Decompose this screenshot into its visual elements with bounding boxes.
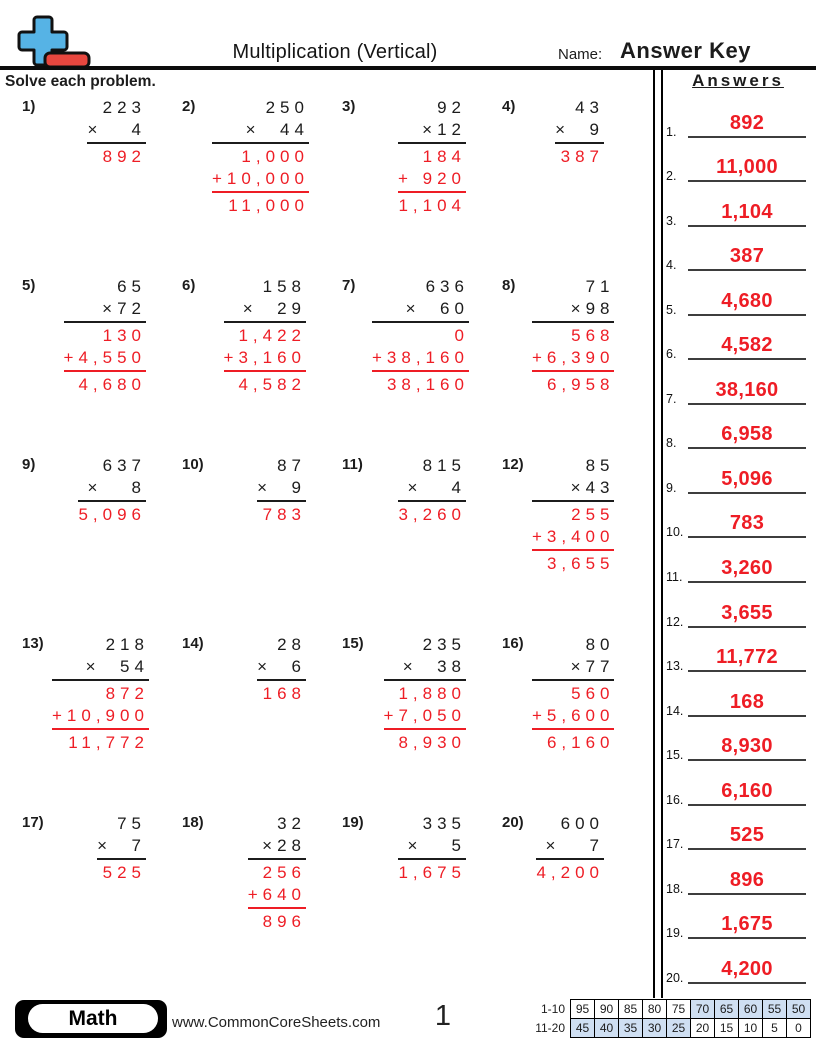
- work-rule: [532, 679, 614, 681]
- score-cell: 85: [619, 1000, 643, 1019]
- answer-item-5: [664, 275, 812, 320]
- work-rule: [78, 500, 146, 502]
- work-rule: [212, 142, 309, 144]
- work-line-answer: +3,160: [223, 348, 306, 367]
- score-cell: 15: [715, 1019, 739, 1038]
- answer-blank-line: [688, 112, 806, 138]
- work-line-answer: 168: [262, 684, 306, 703]
- answer-item-17: [664, 810, 812, 855]
- answer-item-6: [664, 320, 812, 365]
- answer-item-1: [664, 97, 812, 142]
- answer-item-12: [664, 587, 812, 632]
- answer-blank-line: [688, 824, 806, 850]
- page-number: 1: [434, 1000, 452, 1032]
- work-line: × 9: [257, 478, 306, 497]
- work-line: 75: [117, 814, 146, 833]
- work-line: × 54: [85, 657, 149, 676]
- work-line: 335: [422, 814, 466, 833]
- work-line-answer: 4,582: [238, 375, 306, 394]
- work-line: 43: [575, 98, 604, 117]
- work-line: ×28: [262, 836, 306, 855]
- answer-number: 19.: [666, 926, 684, 941]
- answer-blank-line: [688, 334, 806, 360]
- score-cell: 55: [763, 1000, 787, 1019]
- answers-list: [664, 97, 812, 988]
- answer-blank-line: [688, 646, 806, 672]
- problem-work: [64, 276, 146, 396]
- work-line-answer: +3,400: [532, 527, 615, 546]
- problem-work: [398, 455, 466, 526]
- problem-number: 19): [342, 814, 364, 831]
- problem-work: [536, 813, 604, 884]
- work-line-answer: 11,772: [68, 733, 149, 752]
- work-line-answer: 6,160: [546, 733, 615, 752]
- work-line: ×72: [102, 299, 146, 318]
- work-rule: [97, 858, 146, 860]
- answer-item-3: [664, 186, 812, 231]
- answer-number: 4.: [666, 258, 677, 273]
- score-cell: 80: [643, 1000, 667, 1019]
- work-line: 223: [102, 98, 146, 117]
- work-line: ×77: [570, 657, 615, 676]
- answer-number: 12.: [666, 614, 684, 629]
- answer-value: 896: [729, 868, 765, 891]
- problem-1: [22, 97, 182, 276]
- score-row: [529, 1019, 811, 1038]
- problem-work: [384, 634, 466, 754]
- answer-item-16: [664, 765, 812, 810]
- answer-number: 15.: [666, 748, 684, 763]
- work-rule: [224, 370, 306, 372]
- score-cell: 90: [595, 1000, 619, 1019]
- work-line-answer: 1,104: [398, 196, 466, 215]
- problems-grid: [22, 97, 666, 992]
- work-line-answer: 783: [262, 505, 306, 524]
- answers-title: Answers: [692, 71, 784, 90]
- answer-blank-line: [688, 557, 806, 583]
- work-line: 65: [117, 277, 146, 296]
- problem-13: [22, 634, 182, 813]
- problem-19: [342, 813, 502, 992]
- instructions-text: Solve each problem.: [5, 73, 156, 90]
- work-rule: [532, 728, 614, 730]
- work-line: 87: [277, 456, 306, 475]
- answer-item-20: [664, 943, 812, 988]
- answer-number: 3.: [666, 213, 677, 228]
- answer-value: 1,104: [721, 200, 773, 223]
- problem-2: [182, 97, 342, 276]
- problem-number: 20): [502, 814, 524, 831]
- answer-blank-line: [688, 290, 806, 316]
- score-cell: 95: [571, 1000, 595, 1019]
- answer-value: 3,260: [721, 557, 773, 580]
- score-cell: 25: [667, 1019, 691, 1038]
- answer-item-2: [664, 142, 812, 187]
- work-rule: [398, 500, 466, 502]
- work-line: × 38: [402, 657, 466, 676]
- work-rule: [257, 500, 306, 502]
- answer-item-11: [664, 542, 812, 587]
- work-line: 32: [277, 814, 306, 833]
- answer-value: 11,000: [716, 156, 778, 179]
- problem-work: [87, 97, 146, 168]
- problem-work: [257, 455, 306, 526]
- problem-12: [502, 455, 662, 634]
- work-line: ×12: [422, 120, 466, 139]
- work-rule: [257, 679, 306, 681]
- score-cell: 45: [571, 1019, 595, 1038]
- work-line-answer: 1,880: [398, 684, 466, 703]
- problem-3: [342, 97, 502, 276]
- plus-minus-math-logo-icon: [12, 14, 96, 72]
- work-line-answer: 892: [102, 147, 146, 166]
- work-line: 250: [265, 98, 309, 117]
- problem-number: 11): [342, 456, 363, 473]
- work-line: 815: [422, 456, 466, 475]
- work-line: × 7: [545, 836, 604, 855]
- problem-number: 14): [182, 635, 204, 652]
- answer-number: 5.: [666, 302, 677, 317]
- answer-value: 387: [729, 245, 765, 268]
- answer-value: 892: [729, 111, 765, 134]
- subject-badge-label: Math: [28, 1004, 158, 1033]
- problem-15: [342, 634, 502, 813]
- work-line: × 29: [242, 299, 306, 318]
- answer-item-4: [664, 231, 812, 276]
- problem-8: [502, 276, 662, 455]
- work-line-answer: +5,600: [532, 706, 615, 725]
- score-cell: 70: [691, 1000, 715, 1019]
- work-line: 636: [425, 277, 469, 296]
- answer-blank-line: [688, 423, 806, 449]
- answer-value: 4,200: [721, 957, 773, 980]
- work-rule: [384, 679, 466, 681]
- work-line: 92: [437, 98, 466, 117]
- score-range-label: 1-10: [540, 1002, 565, 1016]
- answer-blank-line: [688, 780, 806, 806]
- answer-number: 7.: [666, 391, 677, 406]
- answer-number: 6.: [666, 347, 677, 362]
- work-line-answer: 387: [560, 147, 604, 166]
- score-cell: 60: [739, 1000, 763, 1019]
- work-line-answer: 130: [102, 326, 146, 345]
- worksheet-title: Multiplication (Vertical): [232, 41, 438, 63]
- work-line-answer: 1,675: [398, 863, 466, 882]
- problem-work: [555, 97, 604, 168]
- answer-value: 4,680: [721, 289, 773, 312]
- work-line-answer: 896: [262, 912, 306, 931]
- work-line: ×43: [570, 478, 615, 497]
- work-rule: [248, 858, 306, 860]
- work-line-answer: 1,422: [238, 326, 306, 345]
- problem-20: [502, 813, 662, 992]
- work-rule: [87, 142, 146, 144]
- problem-work: [52, 634, 149, 754]
- answer-number: 10.: [666, 525, 684, 540]
- problem-number: 6): [182, 277, 196, 294]
- score-cell: 50: [787, 1000, 811, 1019]
- problem-work: [398, 97, 466, 217]
- work-line-answer: 38,160: [386, 375, 469, 394]
- work-rule: [248, 907, 306, 909]
- work-line-answer: + 920: [397, 169, 466, 188]
- work-line-answer: 3,260: [398, 505, 466, 524]
- problem-11: [342, 455, 502, 634]
- answer-value: 168: [729, 690, 765, 713]
- work-rule: [52, 679, 149, 681]
- problem-5: [22, 276, 182, 455]
- answer-blank-line: [688, 379, 806, 405]
- answer-blank-line: [688, 156, 806, 182]
- work-line-answer: 6,958: [546, 375, 615, 394]
- work-rule: [532, 370, 614, 372]
- work-rule: [64, 321, 146, 323]
- answer-number: 13.: [666, 659, 684, 674]
- work-line-answer: 256: [262, 863, 306, 882]
- name-label: Name:: [558, 46, 603, 63]
- work-line-answer: +6,390: [532, 348, 615, 367]
- answer-blank-line: [688, 512, 806, 538]
- problem-work: [248, 813, 306, 933]
- problem-number: 5): [22, 277, 36, 294]
- work-line-answer: 8,930: [398, 733, 466, 752]
- problem-work: [97, 813, 146, 884]
- website-text: www.CommonCoreSheets.com: [172, 1014, 381, 1031]
- score-cell: 20: [691, 1019, 715, 1038]
- answer-value: 6,160: [721, 779, 773, 802]
- work-line-answer: 5,096: [78, 505, 146, 524]
- answer-blank-line: [688, 691, 806, 717]
- problem-work: [532, 634, 614, 754]
- answer-value: 783: [729, 512, 765, 535]
- work-line: 235: [422, 635, 466, 654]
- problem-number: 4): [502, 98, 516, 115]
- answer-blank-line: [688, 468, 806, 494]
- work-line: × 9: [555, 120, 604, 139]
- answer-item-10: [664, 498, 812, 543]
- work-rule: [532, 549, 614, 551]
- answer-value: 4,582: [721, 334, 773, 357]
- answer-item-15: [664, 721, 812, 766]
- answer-blank-line: [688, 913, 806, 939]
- answer-item-8: [664, 409, 812, 454]
- problem-18: [182, 813, 342, 992]
- answer-key-value: Answer Key: [620, 38, 751, 63]
- answer-blank-line: [688, 958, 806, 984]
- answer-value: 1,675: [721, 913, 773, 936]
- work-line: 85: [585, 456, 615, 475]
- answer-number: 17.: [666, 837, 684, 852]
- work-line-answer: 255: [571, 505, 615, 524]
- problem-16: [502, 634, 662, 813]
- problem-number: 15): [342, 635, 364, 652]
- work-rule: [555, 142, 604, 144]
- work-line: 600: [560, 814, 604, 833]
- problem-work: [532, 455, 614, 575]
- score-cell: 65: [715, 1000, 739, 1019]
- answer-item-18: [664, 854, 812, 899]
- work-line: × 4: [87, 120, 146, 139]
- answer-item-13: [664, 632, 812, 677]
- problem-number: 10): [182, 456, 204, 473]
- problem-10: [182, 455, 342, 634]
- answer-number: 16.: [666, 792, 684, 807]
- score-cell: 0: [787, 1019, 811, 1038]
- work-line-answer: 184: [422, 147, 466, 166]
- problem-number: 3): [342, 98, 356, 115]
- score-cell: 40: [595, 1019, 619, 1038]
- problem-number: 9): [22, 456, 36, 473]
- answer-value: 5,096: [721, 467, 773, 490]
- answer-number: 20.: [666, 970, 684, 985]
- work-line-answer: 872: [105, 684, 149, 703]
- work-line-answer: 11,000: [228, 196, 309, 215]
- work-line: 158: [262, 277, 306, 296]
- answer-value: 3,655: [721, 601, 773, 624]
- answer-blank-line: [688, 735, 806, 761]
- answer-value: 6,958: [721, 423, 773, 446]
- problem-6: [182, 276, 342, 455]
- problem-work: [224, 276, 306, 396]
- work-rule: [52, 728, 149, 730]
- answer-blank-line: [688, 245, 806, 271]
- problem-number: 7): [342, 277, 356, 294]
- work-line: × 7: [97, 836, 146, 855]
- work-line-answer: +7,050: [383, 706, 466, 725]
- work-line-answer: +4,550: [63, 348, 146, 367]
- score-cell: 5: [763, 1019, 787, 1038]
- problem-work: [398, 813, 466, 884]
- answer-value: 525: [729, 824, 765, 847]
- header-divider: [0, 66, 816, 70]
- work-line-answer: +640: [247, 885, 306, 904]
- answer-blank-line: [688, 869, 806, 895]
- score-cell: 30: [643, 1019, 667, 1038]
- answer-number: 1.: [666, 124, 677, 139]
- work-line: 218: [105, 635, 149, 654]
- work-rule: [536, 858, 604, 860]
- work-line: × 5: [407, 836, 466, 855]
- problem-work: [372, 276, 469, 396]
- subject-badge: [15, 1000, 167, 1038]
- answer-item-7: [664, 364, 812, 409]
- answer-value: 8,930: [721, 735, 773, 758]
- work-line-answer: 4,200: [536, 863, 604, 882]
- answer-number: 8.: [666, 436, 677, 451]
- problem-work: [78, 455, 146, 526]
- score-cell: 10: [739, 1019, 763, 1038]
- work-rule: [532, 321, 614, 323]
- answer-item-14: [664, 676, 812, 721]
- answer-number: 14.: [666, 703, 684, 718]
- work-line: 28: [277, 635, 306, 654]
- answer-number: 18.: [666, 881, 684, 896]
- problem-number: 18): [182, 814, 204, 831]
- answer-number: 11.: [666, 570, 683, 585]
- answer-number: 2.: [666, 169, 677, 184]
- problem-number: 1): [22, 98, 36, 115]
- work-line: × 4: [407, 478, 466, 497]
- work-line-answer: 560: [571, 684, 615, 703]
- work-line: 80: [585, 635, 615, 654]
- problem-17: [22, 813, 182, 992]
- answer-value: 11,772: [716, 646, 778, 669]
- answer-blank-line: [688, 602, 806, 628]
- work-line: × 60: [405, 299, 469, 318]
- work-line-answer: +10,000: [212, 169, 309, 188]
- score-cell: 75: [667, 1000, 691, 1019]
- problem-number: 8): [502, 277, 516, 294]
- work-rule: [224, 321, 306, 323]
- work-rule: [398, 191, 466, 193]
- work-line-answer: 4,680: [78, 375, 146, 394]
- work-line-answer: 1,000: [241, 147, 309, 166]
- problem-4: [502, 97, 662, 276]
- answers-column-separator: [653, 70, 663, 998]
- work-rule: [372, 370, 469, 372]
- score-row: [529, 1000, 811, 1019]
- work-rule: [398, 858, 466, 860]
- score-reference-table: [529, 999, 811, 1038]
- work-line-answer: 525: [102, 863, 146, 882]
- work-rule: [532, 500, 614, 502]
- work-rule: [372, 321, 469, 323]
- answer-blank-line: [688, 201, 806, 227]
- work-line-answer: +10,900: [52, 706, 149, 725]
- work-line: 637: [102, 456, 146, 475]
- work-line-answer: +38,160: [372, 348, 469, 367]
- problem-14: [182, 634, 342, 813]
- problem-number: 12): [502, 456, 524, 473]
- problem-9: [22, 455, 182, 634]
- problem-number: 13): [22, 635, 44, 652]
- problem-number: 16): [502, 635, 524, 652]
- answer-item-19: [664, 899, 812, 944]
- problem-work: [257, 634, 306, 705]
- work-rule: [64, 370, 146, 372]
- score-range-label: 11-20: [535, 1021, 565, 1035]
- problem-work: [532, 276, 614, 396]
- work-line: × 8: [87, 478, 146, 497]
- work-line-answer: 568: [571, 326, 615, 345]
- problem-number: 2): [182, 98, 196, 115]
- answer-item-9: [664, 453, 812, 498]
- answer-value: 38,160: [715, 378, 779, 401]
- work-line-answer: 0: [454, 326, 469, 345]
- work-line: 71: [585, 277, 615, 296]
- work-rule: [398, 142, 466, 144]
- problem-7: [342, 276, 502, 455]
- score-cell: 35: [619, 1019, 643, 1038]
- work-rule: [384, 728, 466, 730]
- problem-work: [212, 97, 309, 217]
- work-rule: [212, 191, 309, 193]
- work-line: × 6: [257, 657, 306, 676]
- work-line: × 44: [245, 120, 309, 139]
- problem-number: 17): [22, 814, 44, 831]
- answer-number: 9.: [666, 480, 677, 495]
- work-line: ×98: [570, 299, 615, 318]
- work-line-answer: 3,655: [546, 554, 615, 573]
